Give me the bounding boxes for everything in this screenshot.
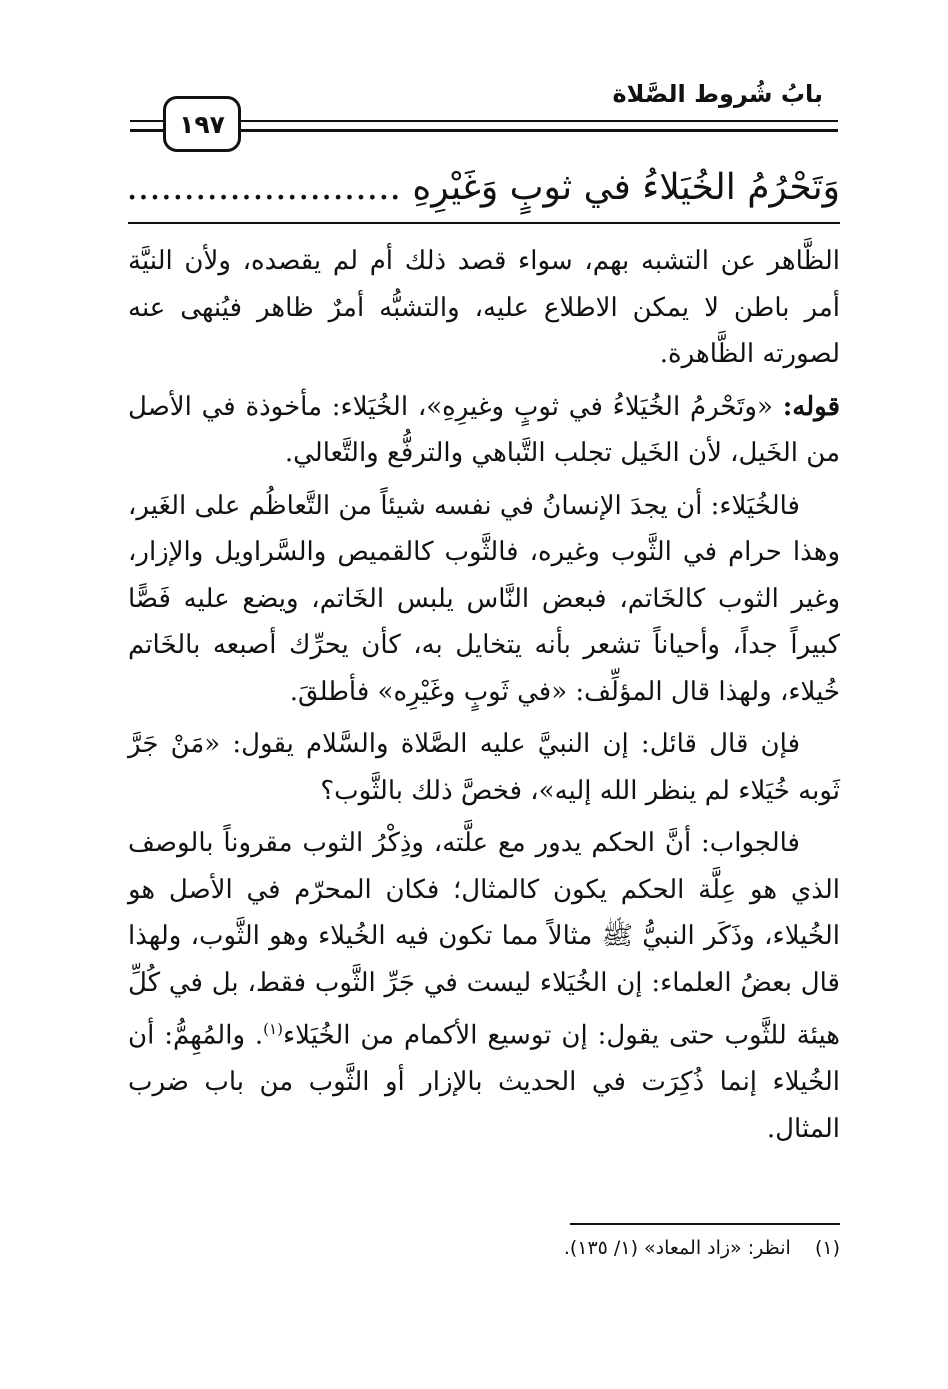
matn-rule xyxy=(128,222,840,224)
paragraph-2-text: «وتَحْرمُ الخُيَلاءُ في ثوبٍ وغيرِهِ»، الخُيَلاء: مأخوذة في الأصل من الخَيل، لأن الخَيل تجلب التَّباهي والترفُّع والتَّعالي. xyxy=(128,391,840,468)
paragraph-1: الظَّاهر عن التشبه بهم، سواء قصد ذلك أم لم يقصده، ولأن النيَّة أمر باطن لا يمكن الاطلاع عليه، والتشبُّه أمرٌ ظاهر فيُنهى عنه لصورته الظَّاهرة. xyxy=(128,246,840,369)
footnote-marker: (١) xyxy=(814,1237,840,1259)
footnote-text: انظر: «زاد المعاد» (١/ ١٣٥). xyxy=(563,1237,791,1259)
footnote-rule xyxy=(570,1223,840,1225)
paragraph-5-tail: . والمُهِمُّ: أن الخُيلاء إنما ذُكِرَت في الحديث بالإزار أو الثَّوب من باب ضرب المثال. xyxy=(128,1020,840,1144)
body-text xyxy=(128,238,840,1158)
paragraph-5 xyxy=(128,820,840,1152)
matn-line: وَتَحْرُمُ الخُيَلاءُ في ثوبٍ وَغَيْرِهِ ........................ xyxy=(126,167,840,208)
footnote xyxy=(128,1232,840,1264)
paragraph-3: فالخُيَلاء: أن يجدَ الإنسانُ في نفسه شيئاً من التَّعاظُم على الغَير، وهذا حرام في الثَّوب وغيره، فالثَّوب كالقميص والسَّراويل والإزار، وغير الثوب كالخَاتم، فبعض النَّاس يلبس الخَاتم، ويضع عليه فَصًّا كبيراً جداً، وأحياناً تشعر بأنه يتخايل به، كأن يحرِّك أصبعه بالخَاتم خُيلاء، ولهذا قال المؤلِّف: «في ثَوبٍ وغَيْرِه» فأطلقَ. xyxy=(128,490,840,707)
qawluh-label: قوله: xyxy=(782,391,841,422)
page-number: ١٩٧ xyxy=(163,96,241,152)
running-title: بابُ شُروط الصَّلاة xyxy=(612,80,823,108)
paragraph-4: فإن قال قائل: إن النبيَّ عليه الصَّلاة والسَّلام يقول: «مَنْ جَرَّ ثَوبه خُيَلاء لم ينظر الله إليه»، فخصَّ ذلك بالثَّوب؟ xyxy=(128,729,840,806)
paragraph-5-text: فالجواب: أنَّ الحكم يدور مع علَّته، وذِكْرُ الثوب مقروناً بالوصف الذي هو عِلَّة الحكم يكون كالمثال؛ فكان المحرّم في الأصل هو الخُيلاء، وذَكَر النبيُّ ﷺ مثالاً مما تكون فيه الخُيلاء وهو الثَّوب، ولهذا قال بعضُ العلماء: إن الخُيَلاء ليست في جَرِّ الثَّوب فقط، بل في كُلِّ هيئة للثَّوب حتى يقول: إن توسيع الأكمام من الخُيَلاء xyxy=(128,828,840,1051)
paragraph-2 xyxy=(128,384,840,477)
footnote-ref[interactable]: (١) xyxy=(263,1020,283,1038)
